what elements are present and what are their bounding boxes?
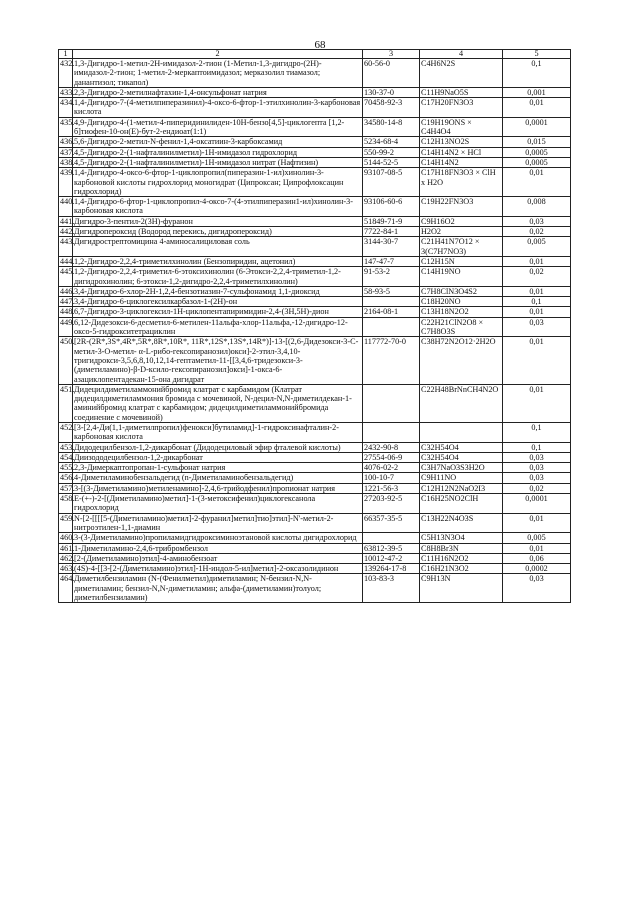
table-row — [59, 533, 571, 543]
limit-value: 0,0002 — [503, 564, 571, 574]
table-row — [59, 452, 571, 462]
row-number: 441. — [60, 216, 75, 226]
row-number: 451. — [59, 384, 73, 422]
formula: C18H20NO — [420, 297, 503, 307]
row-number: 459. — [59, 513, 73, 533]
table-row — [59, 307, 571, 317]
row-number: 436. — [60, 137, 75, 147]
formula: C32H54O4 — [420, 442, 503, 452]
limit-value: 0,03 — [503, 216, 571, 226]
substance-name: [2-(Диметиламино)этил]-4-аминобензоат — [73, 553, 363, 563]
formula: C9H13N — [420, 574, 503, 603]
limit-value: 0,03 — [503, 574, 571, 603]
formula: C19H22FN3O3 — [420, 197, 503, 217]
limit-value: 0,02 — [503, 227, 571, 237]
substance-name: Дигидропероксид (Водород перекись, дигидропероксид) — [73, 227, 363, 237]
formula: C3H7NaO3S3H2O — [420, 463, 503, 473]
formula: C9H16O2 — [420, 216, 503, 226]
substance-name: Диметилбензиламин (N-(Фенилметил)диметиламин; N-бензил-N,N-диметиламин; бензил-N,N-диметиламин; альфа-(диметиламин)толуол; диметилбензиламин) — [73, 574, 363, 603]
limit-value: 0,0001 — [503, 494, 571, 514]
formula: C19H19ONS × C4H4O4 — [420, 117, 503, 137]
cas-number: 100-10-7 — [363, 473, 420, 483]
formula: C9H11NO — [420, 473, 503, 483]
formula: C12H15N — [420, 256, 503, 266]
formula: H2O2 — [420, 227, 503, 237]
substance-name: 2,3-Дигидро-2-метилнафтахин-1,4-онсульфонат натрия — [73, 87, 363, 97]
col-header-5: 5 — [503, 50, 571, 59]
limit-value: 0,0001 — [503, 117, 571, 137]
row-number: 443. — [59, 237, 73, 257]
cas-number: 103-83-3 — [363, 574, 420, 603]
table-row — [59, 513, 571, 533]
substance-name: Дигидро-3-пентил-2(3Н)-фуранон — [73, 216, 363, 226]
row-number: 444. — [60, 256, 75, 266]
cas-number: 147-47-7 — [363, 256, 420, 266]
formula — [420, 422, 503, 442]
row-number: 462. — [60, 553, 75, 563]
limit-value: 0,015 — [503, 137, 571, 147]
table-row — [59, 442, 571, 452]
cas-number: 51849-71-9 — [363, 216, 420, 226]
table-row — [59, 317, 571, 337]
limit-value: 0,03 — [503, 317, 571, 337]
cas-number: 7722-84-1 — [363, 227, 420, 237]
col-header-1: 1 — [59, 50, 73, 59]
cas-number: 2164-08-1 — [363, 307, 420, 317]
table-row — [59, 197, 571, 217]
limit-value: 0,001 — [503, 87, 571, 97]
substance-name: Дидецилдиметиламмонийбромид клатрат с карбамидом (Клатрат дидецилдиметиламмония бромида с мочевиной, N-децил-N,N-диметилдекан-1-аминийбромид клатрат с карбамидом; дидецилдиметиламмонийбромида соединение с мочевиной) — [73, 384, 363, 422]
cas-number: 10012-47-2 — [363, 553, 420, 563]
formula: C11H16N2O2 — [420, 553, 503, 563]
formula: C8H8Br3N — [420, 543, 503, 553]
cas-number: 5144-52-5 — [363, 157, 420, 167]
limit-value: 0,1 — [503, 442, 571, 452]
limit-value: 0,005 — [503, 533, 571, 543]
table-row — [59, 297, 571, 307]
table-row — [59, 483, 571, 493]
row-number: 442. — [60, 227, 75, 237]
limit-value: 0,01 — [503, 98, 571, 118]
cas-number: 130-37-0 — [363, 87, 420, 97]
limit-value: 0,0005 — [503, 157, 571, 167]
row-number: 457. — [60, 483, 75, 493]
table-row — [59, 267, 571, 287]
formula: C22H48BrNnCH4N2O — [420, 384, 503, 422]
substance-name: 4,5-Дигидро-2-(1-нафталинилметил)-1Н-имидазол нитрат (Нафтизин) — [73, 157, 363, 167]
table-row — [59, 227, 571, 237]
table-row — [59, 494, 571, 514]
row-number: 453. — [60, 442, 75, 452]
cas-number: 60-56-0 — [363, 59, 420, 88]
table-row — [59, 137, 571, 147]
formula: C7H8ClN3O4S2 — [420, 286, 503, 296]
row-number: 460. — [60, 533, 75, 543]
limit-value: 0,01 — [503, 337, 571, 384]
row-number: 464. — [59, 574, 73, 603]
table-row — [59, 256, 571, 266]
substance-name: (4S)-4-[[3-[2-(Диметиламино)этил]-1Н-индол-5-ил]метил]-2-оксазолидинон — [73, 564, 363, 574]
limit-value: 0,01 — [503, 307, 571, 317]
substance-name: Е-(+-)-2-[(Диметиламино)метил]-1-(3-метоксифенил)циклогексанола гидрохлорид — [73, 494, 363, 514]
cas-number: 91-53-2 — [363, 267, 420, 287]
limit-value: 0,01 — [503, 286, 571, 296]
row-number: 432. — [59, 59, 73, 88]
table-row — [59, 422, 571, 442]
table-row — [59, 147, 571, 157]
substance-name: Диизододецилбензол-1,2-дикарбонат — [73, 452, 363, 462]
formula: C14H14N2 × HCl — [420, 147, 503, 157]
cas-number: 2432-90-8 — [363, 442, 420, 452]
table-row — [59, 553, 571, 563]
substance-name: 1,2-Дигидро-2,2,4-триметилхинолин (Бензопиридин, ацетонил) — [73, 256, 363, 266]
row-number: 439. — [59, 168, 73, 197]
substance-name: 1,4-Дигидро-4-оксо-6-фтор-1-циклопропил(пиперазин-1-ил)хинолин-3-карбоновой кислоты гидрохлорид моногидрат (Ципроксан; Ципрофлоксацин гидрохлорид) — [73, 168, 363, 197]
substance-name: 4-Диметиламинобензальдегид (n-Диметиламинобензальдегид) — [73, 473, 363, 483]
substance-name: 6,12-Дидезокси-6-десметил-6-метилен-11альфа-хлор-11альфа,-12-дигидро-12-оксо-5-гидрокситетрациклин — [73, 317, 363, 337]
limit-value: 0,0005 — [503, 147, 571, 157]
row-number: 448. — [60, 307, 75, 317]
table-row — [59, 473, 571, 483]
limit-value: 0,03 — [503, 473, 571, 483]
limit-value: 0,01 — [503, 543, 571, 553]
substance-name: Дидодецилбензол-1,2-дикарбонат (Дидодециловый эфир фталевой кислоты) — [73, 442, 363, 452]
formula: C21H41N7O12 × 3(C7H7NO3) — [420, 237, 503, 257]
substance-name: 6,7-Дигидро-3-циклогексил-1Н-циклопентапиримидин-2,4-(3Н,5Н)-дион — [73, 307, 363, 317]
substance-name: 1,4-Дигидро-7-(4-метилпиперазинил)-4-оксо-6-фтор-1-этилхинолин-3-карбоновая кислота — [73, 98, 363, 118]
substance-name: N-[2-[[[[5-(Диметиламино)метил]-2-фуранил]метил]тио]этил]-N'-метил-2-нитроэтилен-1,1-диамин — [73, 513, 363, 533]
row-number: 445. — [59, 267, 73, 287]
table-row — [59, 117, 571, 137]
substance-name: 1,2-Дигидро-2,2,4-триметил-6-этоксихинолин (6-Этокси-2,2,4-триметил-1,2-дигидрохинолин; 6-этокси-1,2-дигидро-2,2,4-триметилхинолин) — [73, 267, 363, 287]
row-number: 446. — [60, 286, 75, 296]
substance-name: [3-[2,4-Ди(1,1-диметилпропил)фенокси]бутиламид]-1-гидроксинафталин-2-карбоновая кислота — [73, 422, 363, 442]
row-number: 456. — [60, 473, 75, 483]
cas-number: 34580-14-8 — [363, 117, 420, 137]
row-number: 458. — [59, 494, 73, 514]
substance-name: 1-Диметиламино-2,4,6-трибромбензол — [73, 543, 363, 553]
table-row — [59, 98, 571, 118]
cas-number: 27203-92-5 — [363, 494, 420, 514]
substances-table — [58, 49, 571, 603]
cas-number: 550-99-2 — [363, 147, 420, 157]
row-number: 435. — [59, 117, 73, 137]
col-header-3: 3 — [363, 50, 420, 59]
substance-name: 2,3-Димеркаптопропан-1-сульфонат натрия — [73, 463, 363, 473]
row-number: 438. — [60, 157, 75, 167]
substance-name: 3,4-Дигидро-6-хлор-2Н-1,2,4-бензотиазин-7-сульфонамид 1,1-диоксид — [73, 286, 363, 296]
row-number: 437. — [60, 147, 75, 157]
substance-name: 3-[(3-Диметиламино)метиленамино]-2,4,6-трийодфенил)пропионат натрия — [73, 483, 363, 493]
limit-value: 0,06 — [503, 553, 571, 563]
cas-number — [363, 317, 420, 337]
row-number: 449. — [59, 317, 73, 337]
substance-name: 5,6-Дигидро-2-метил-N-фенил-1,4-оксатиин-3-карбоксамид — [73, 137, 363, 147]
cas-number: 117772-70-0 — [363, 337, 420, 384]
cas-number — [363, 384, 420, 422]
row-number: 454. — [60, 452, 75, 462]
cas-number: 4076-02-2 — [363, 463, 420, 473]
formula: C22H21ClN2O8 × C7H8O3S — [420, 317, 503, 337]
row-number: 440. — [59, 197, 73, 217]
substance-name: 4,5-Дигидро-2-(1-нафталинилметил)-1Н-имидазол гидрохлорид — [73, 147, 363, 157]
limit-value: 0,01 — [503, 513, 571, 533]
formula: C16H25NO2ClH — [420, 494, 503, 514]
row-number: 452. — [59, 422, 73, 442]
formula: C17H20FN3O3 — [420, 98, 503, 118]
table-row — [59, 543, 571, 553]
formula: C16H21N3O2 — [420, 564, 503, 574]
formula: C14H14N2 — [420, 157, 503, 167]
cas-number: 3144-30-7 — [363, 237, 420, 257]
formula: C11H9NaO5S — [420, 87, 503, 97]
limit-value: 0,01 — [503, 168, 571, 197]
limit-value: 0,02 — [503, 483, 571, 493]
limit-value: 0,1 — [503, 59, 571, 88]
row-number: 447. — [60, 297, 75, 307]
cas-number: 139264-17-8 — [363, 564, 420, 574]
table-row — [59, 168, 571, 197]
table-row — [59, 59, 571, 88]
limit-value: 0,005 — [503, 237, 571, 257]
table-row — [59, 286, 571, 296]
table-row — [59, 216, 571, 226]
cas-number — [363, 422, 420, 442]
substance-name: [2R-(2R*,3S*,4R*,5R*,8R*,10R*, 11R*,12S*,13S*,14R*)]-13-[(2,6-Дидезокси-3-С-метил-3-О-метил- α-L-рибо-гексопиранозил)окси]-2-этил-3,4,10-тригидрокси-3,5,6,8,10,12,14-гептаметил-11-[[3,4,6-тридезокси-3-(диметиламино)-β-D-ксило-гексопиранозил]окси]-1-окса-6-азациклопентадекан-15-она дигидрат — [73, 337, 363, 384]
substance-name: 1,4-Дигидро-6-фтор-1-циклопропил-4-оксо-7-(4-этилпиперазин1-ил)хинолин-3-карбоновая кислота — [73, 197, 363, 217]
table-row — [59, 574, 571, 603]
limit-value: 0,03 — [503, 452, 571, 462]
limit-value: 0,1 — [503, 297, 571, 307]
col-header-2: 2 — [73, 50, 363, 59]
cas-number: 66357-35-5 — [363, 513, 420, 533]
row-number: 461. — [60, 543, 75, 553]
limit-value: 0,01 — [503, 384, 571, 422]
substance-name: 4,9-Дигидро-4-(1-метил-4-пиперидинилиден-10Н-бензо[4,5]-циклогепта [1,2-б]тиофен-10-он(Е)-бут-2-ендиоат(1:1) — [73, 117, 363, 137]
cas-number: 58-93-5 — [363, 286, 420, 296]
cas-number: 93106-60-6 — [363, 197, 420, 217]
substance-name: 1,3-Дигидро-1-метил-2Н-имидазол-2-тион (1-Метил-1,3-дигидро-(2Н)-имидазол-2-тион; 1-метил-2-меркаптоимидазол; мерказолил тиамазол; данантизол; тикапол) — [73, 59, 363, 88]
page-number: 68 — [314, 39, 326, 51]
row-number: 463. — [60, 564, 75, 574]
table-row — [59, 237, 571, 257]
limit-value: 0,1 — [503, 422, 571, 442]
row-number: 450. — [59, 337, 73, 384]
limit-value: 0,008 — [503, 197, 571, 217]
cas-number: 63812-39-5 — [363, 543, 420, 553]
cas-number: 93107-08-5 — [363, 168, 420, 197]
formula: C17H18FN3O3 × ClH x H2O — [420, 168, 503, 197]
table-row — [59, 87, 571, 97]
limit-value: 0,03 — [503, 463, 571, 473]
row-number: 455. — [60, 463, 75, 473]
row-number: 434. — [59, 98, 73, 118]
formula: C32H54O4 — [420, 452, 503, 462]
table-row — [59, 463, 571, 473]
cas-number: 1221-56-3 — [363, 483, 420, 493]
header-row — [59, 50, 571, 59]
formula: C12H13NO2S — [420, 137, 503, 147]
row-number: 433. — [60, 87, 75, 97]
cas-number: 27554-06-9 — [363, 452, 420, 462]
limit-value: 0,01 — [503, 256, 571, 266]
formula: C4H6N2S — [420, 59, 503, 88]
formula: C13H22N4O3S — [420, 513, 503, 533]
table-row — [59, 564, 571, 574]
substance-name: 3-(3-Диметиламино)пропиламидгидроксиминоэтановой кислоты дигидрохлорид — [73, 533, 363, 543]
table-row — [59, 337, 571, 384]
formula: C5H13N3O4 — [420, 533, 503, 543]
formula: C12H12N2NaO2I3 — [420, 483, 503, 493]
limit-value: 0,02 — [503, 267, 571, 287]
table-row — [59, 157, 571, 167]
formula: C13H18N2O2 — [420, 307, 503, 317]
cas-number — [363, 297, 420, 307]
cas-number: 70458-92-3 — [363, 98, 420, 118]
formula: C14H19NO — [420, 267, 503, 287]
table-row — [59, 384, 571, 422]
cas-number: 5234-68-4 — [363, 137, 420, 147]
cas-number — [363, 533, 420, 543]
formula: C38H72N2O12·2H2O — [420, 337, 503, 384]
substance-name: Дигидрострептомицина 4-аминосалициловая соль — [73, 237, 363, 257]
col-header-4: 4 — [420, 50, 503, 59]
substance-name: 3,4-Дигидро-6-циклогексилкарбазол-1-(2Н)-он — [73, 297, 363, 307]
